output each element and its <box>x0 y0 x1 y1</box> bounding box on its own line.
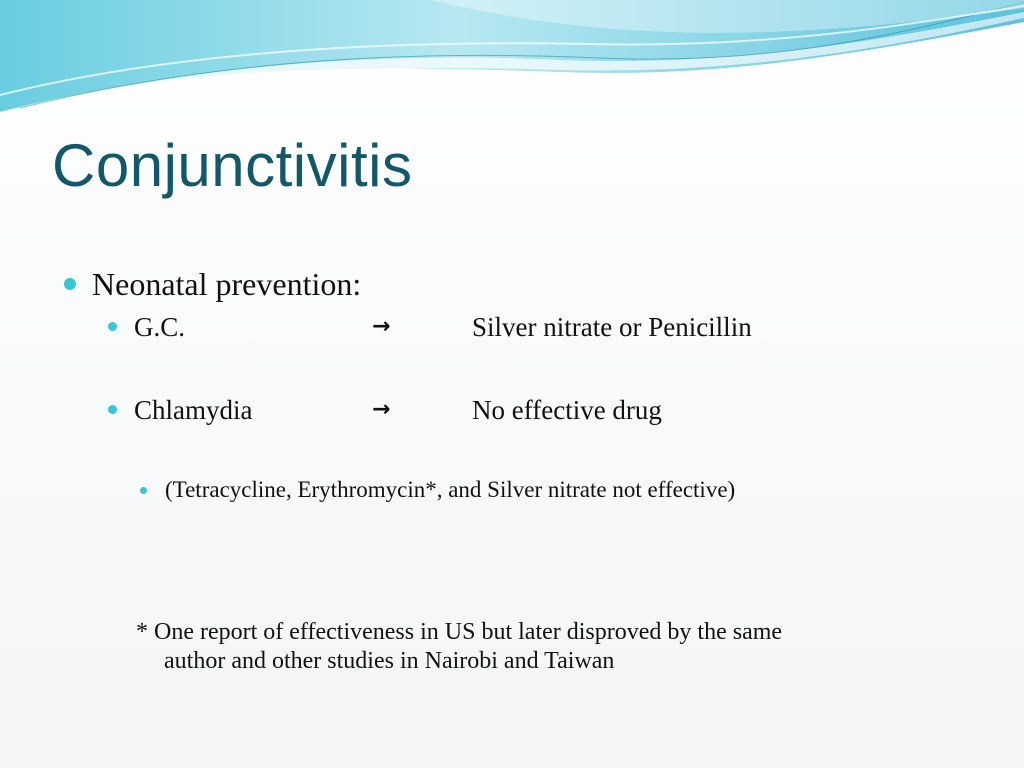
slide-title: Conjunctivitis <box>52 132 413 199</box>
footnote-line-2: author and other studies in Nairobi and Taiwan <box>164 648 615 674</box>
chlamydia-treatment: No effective drug <box>472 395 662 425</box>
bullet-neonatal-prevention: Neonatal prevention: <box>92 266 362 302</box>
bullet-icon <box>108 405 117 414</box>
bullet-icon <box>64 278 76 290</box>
gc-label: G.C. <box>134 312 186 342</box>
bullet-icon <box>140 487 147 494</box>
gc-treatment: Silver nitrate or Penicillin <box>472 312 752 342</box>
right-arrow-icon: → <box>372 314 391 339</box>
not-effective-note: (Tetracycline, Erythromycin*, and Silver nitrate not effective) <box>165 477 736 502</box>
bullet-icon <box>108 322 117 331</box>
chlamydia-label: Chlamydia <box>134 395 253 425</box>
footnote-line-1: * One report of effectiveness in US but later disproved by the same <box>136 619 783 645</box>
right-arrow-icon: → <box>372 397 391 422</box>
decorative-wave-header <box>0 0 1024 130</box>
